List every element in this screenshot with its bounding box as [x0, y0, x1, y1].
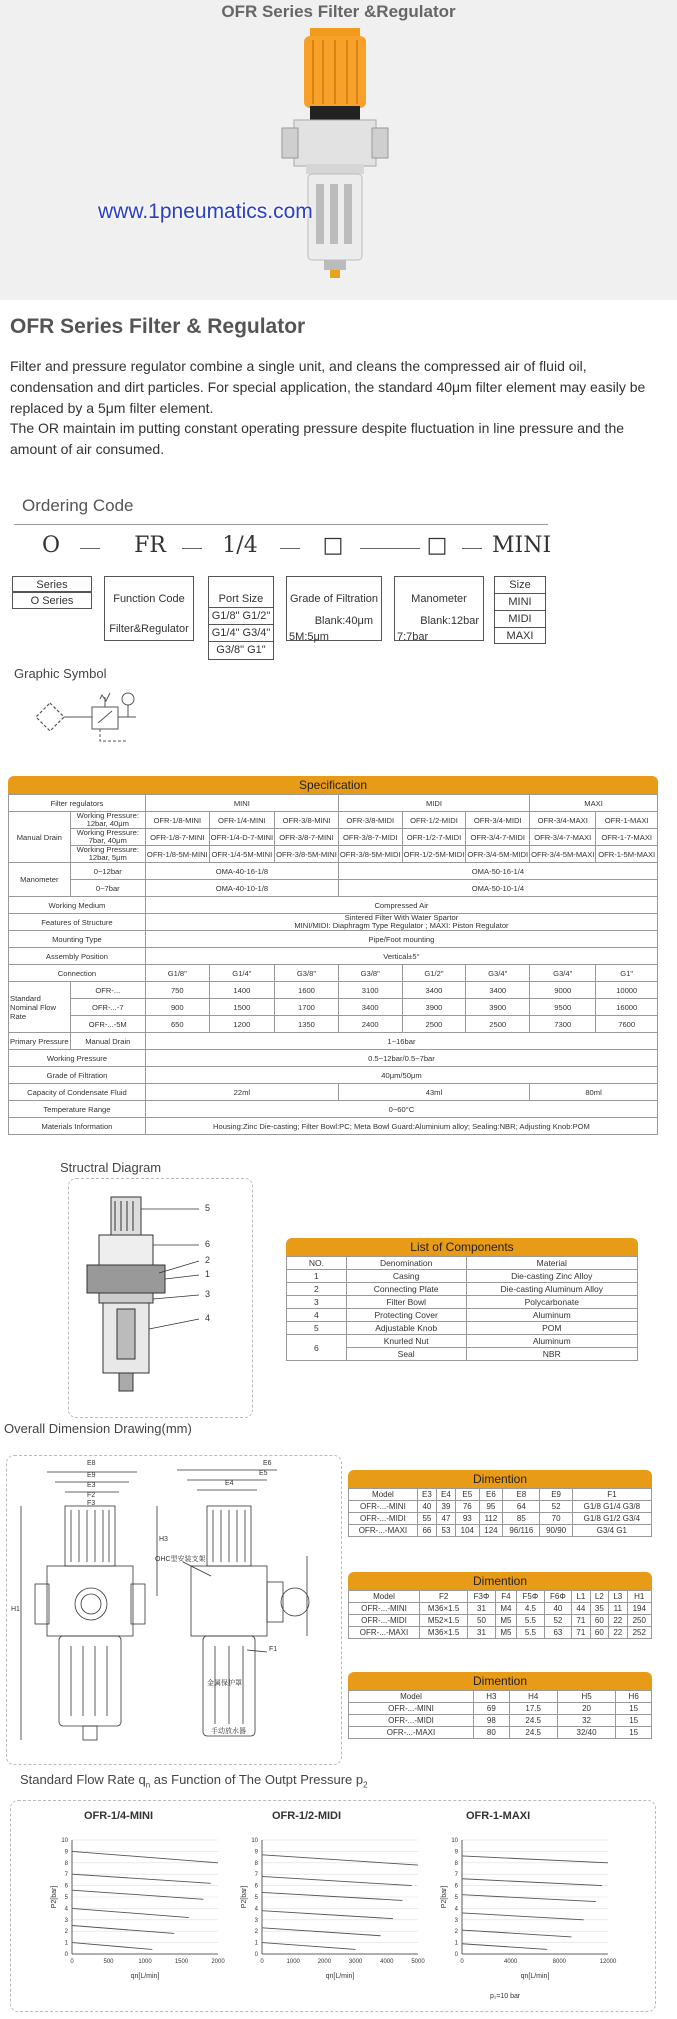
series-line — [262, 1892, 402, 1900]
dimension-2-title: Dimention — [348, 1572, 652, 1590]
y-tick-label: 7 — [454, 1872, 458, 1879]
product-image — [280, 28, 390, 286]
x-axis-label: qn[L/min] — [520, 1973, 550, 1980]
series-line — [262, 1876, 412, 1885]
code-size: MINI — [492, 533, 552, 558]
table-row: OFR-...-MINI M36×1.5 31 M4 4.5 40 44 35 11 194 — [349, 1603, 652, 1615]
x-axis-label: qn[L/min] — [130, 1973, 160, 1980]
dimension-table-2 — [348, 1590, 652, 1639]
section-title: OFR Series Filter & Regulator — [10, 315, 306, 338]
x-tick-label: 0 — [260, 1959, 264, 1965]
y-axis-label: P2[bar] — [441, 1885, 448, 1909]
y-tick-label: 7 — [64, 1872, 68, 1879]
y-tick-label: 1 — [254, 1940, 258, 1947]
table-row: OFR-...-MIDI M52×1.5 50 M5 5.5 52 71 60 22 250 — [349, 1615, 652, 1627]
table-row: OFR-...-MIDI 98 24.5 32 15 — [349, 1715, 652, 1727]
chart-title: OFR-1/2-MIDI — [272, 1810, 342, 1822]
callout: 5 — [205, 1203, 211, 1213]
table-row: Filter regulators MINI MIDI MAXI — [9, 795, 658, 812]
table-row: OFR-...-MAXI M36×1.5 31 M5 5.5 63 71 60 22 252 — [349, 1627, 652, 1639]
callout: 2 — [205, 1255, 211, 1265]
drawing-note: 手动放水器 — [211, 1728, 246, 1735]
dimension-table-3 — [348, 1690, 652, 1739]
spec-title-bar: Specification — [8, 776, 658, 794]
graphic-symbol-title: Graphic Symbol — [14, 666, 107, 681]
dimension-title: Overall Dimension Drawing(mm) — [4, 1421, 192, 1436]
series-line — [72, 1943, 152, 1950]
table-row: Grade of Filtration 40μm/50μm — [9, 1067, 658, 1084]
dim-label: E9 — [87, 1472, 96, 1479]
flow-chart-mini — [50, 1834, 230, 1984]
y-tick-label: 7 — [254, 1872, 258, 1879]
x-tick-label: 500 — [103, 1959, 114, 1965]
y-tick-label: 2 — [64, 1929, 68, 1936]
structural-diagram — [69, 1179, 254, 1419]
y-tick-label: 3 — [64, 1917, 68, 1924]
table-row: Working Medium Compressed Air — [9, 897, 658, 914]
function-box: Function Code Filter&Regulator — [104, 576, 194, 641]
series-label: Series — [12, 576, 92, 592]
dim-label: E4 — [225, 1480, 234, 1487]
product-hero — [0, 0, 677, 300]
table-row: Manometer 0~12bar OMA-40-16-1/8 OMA-50-16-1/4 — [9, 863, 658, 880]
y-tick-label: 0 — [64, 1952, 68, 1958]
dim-label: F3 — [87, 1500, 96, 1507]
components-title-bar: List of Components — [286, 1238, 638, 1256]
table-row: Model F2 F3Φ F4 F5Φ F6Φ L1 L2 L3 H1 — [349, 1591, 652, 1603]
dim-label: F1 — [269, 1646, 278, 1653]
graphic-symbol-diagram — [28, 685, 148, 745]
table-row: OFR-...-MAXI 80 24.5 32/40 15 — [349, 1727, 652, 1739]
series-line — [72, 1926, 174, 1934]
code-series: O — [41, 533, 61, 558]
table-row: Seal NBR — [287, 1348, 638, 1361]
components-table — [286, 1256, 638, 1361]
dash — [360, 548, 420, 549]
y-tick-label: 1 — [454, 1940, 458, 1947]
chart-title: OFR-1-MAXI — [466, 1810, 531, 1822]
dim-label: E5 — [259, 1470, 268, 1477]
series-line — [72, 1851, 218, 1862]
callout: 6 — [205, 1239, 211, 1249]
specification-table — [8, 794, 658, 1135]
y-tick-label: 3 — [254, 1917, 258, 1924]
table-row: 6 Knurled Nut Aluminum — [287, 1335, 638, 1348]
series-line — [462, 1913, 584, 1920]
drawing-note: 金属保护罩 — [207, 1680, 242, 1687]
table-row: Working Pressure 0.5~12bar/0.5~7bar — [9, 1050, 658, 1067]
size-box: Size MINI MIDI MAXI — [494, 576, 546, 644]
code-function: FR — [134, 533, 166, 558]
ordering-code-heading: Ordering Code — [22, 496, 134, 515]
dash — [80, 548, 100, 549]
dim-label: H3 — [159, 1536, 168, 1543]
hero-title: OFR Series Filter &Regulator — [221, 2, 456, 21]
dimension-3-title: Dimention — [348, 1672, 652, 1690]
series-line — [72, 1890, 203, 1899]
y-tick-label: 1 — [64, 1940, 68, 1947]
y-tick-label: 9 — [254, 1849, 258, 1856]
table-row: Mounting Type Pipe/Foot mounting — [9, 931, 658, 948]
grade-box: Grade of Filtration Blank:40μm 5M:5μm — [286, 576, 382, 641]
x-tick-label: 4000 — [503, 1959, 518, 1965]
callout: 3 — [205, 1289, 211, 1299]
table-row: OFR-...-5M 650 1200 1350 2400 2500 2500 7300 7600 — [9, 1016, 658, 1033]
dimension-table-1 — [348, 1488, 652, 1537]
x-tick-label: 3000 — [348, 1959, 363, 1965]
table-row: Working Pressure: 12bar, 5μm OFR-1/8-5M-MINI OFR-1/4-5M-MINI OFR-3/8-5M-MINI OFR-3/8-5M-MIDI OFR-1/2-5M-MIDI OFR-3/4-5M-MIDI OFR-3/4-5M-MAXI OFR-1-5M-MAXI — [9, 846, 658, 863]
table-row: Assembly Position Vertical±5° — [9, 948, 658, 965]
series-line — [72, 1908, 189, 1917]
y-axis-label: P2[bar] — [51, 1885, 58, 1909]
y-tick-label: 6 — [254, 1883, 258, 1890]
series-line — [262, 1911, 393, 1919]
dim-label: E6 — [263, 1460, 272, 1467]
x-tick-label: 1500 — [174, 1959, 189, 1965]
y-tick-label: 6 — [454, 1883, 458, 1890]
y-tick-label: 2 — [254, 1929, 258, 1936]
x-tick-label: 1000 — [286, 1959, 300, 1965]
y-tick-label: 5 — [64, 1895, 68, 1901]
table-row: OFR-...-MIDI 55 47 93 112 85 70 G1/8 G1/2 G3/4 — [349, 1513, 652, 1525]
y-tick-label: 4 — [454, 1906, 458, 1913]
table-row: NO. Denomination Material — [287, 1257, 638, 1270]
y-tick-label: 5 — [254, 1895, 258, 1901]
callout: 1 — [205, 1269, 211, 1279]
dash — [182, 548, 202, 549]
series-line — [72, 1874, 211, 1883]
drawing-note: OHC型安装支架 — [155, 1556, 206, 1563]
table-row: OFR-...-MAXI 66 53 104 124 96/116 90/90 G3/4 G1 — [349, 1525, 652, 1537]
dimension-1-title: Dimention — [348, 1470, 652, 1488]
y-tick-label: 2 — [454, 1929, 458, 1936]
dim-label: H1 — [11, 1606, 20, 1613]
series-value: O Series — [12, 592, 92, 609]
code-port: 1/4 — [222, 533, 258, 558]
series-line — [462, 1856, 608, 1863]
callout: 4 — [205, 1313, 211, 1323]
description-paragraph: Filter and pressure regulator combine a single unit, and cleans the compressed air of fluid oil, condensation and dirt particles. For special application, the standard 40μm filter element may easily be replaced by a 5μm filter element. — [10, 358, 646, 416]
dimension-drawing-frame — [6, 1455, 342, 1765]
table-row: Connection G1/8" G1/4" G3/8" G3/8" G1/2" G3/4" G3/4" G1" — [9, 965, 658, 982]
table-row: Model E3 E4 E5 E6 E8 E9 F1 — [349, 1489, 652, 1501]
port-box: Port Size G1/8" G1/2" G1/4" G3/4" G3/8" G1" — [208, 576, 274, 660]
x-tick-label: 0 — [70, 1959, 74, 1965]
dimension-drawing — [7, 1456, 343, 1766]
table-row: 5 Adjustable Knob POM — [287, 1322, 638, 1335]
y-tick-label: 10 — [451, 1838, 458, 1844]
table-row: OFR-...-7 900 1500 1700 3400 3900 3900 9500 16000 — [9, 999, 658, 1016]
y-tick-label: 8 — [64, 1860, 68, 1867]
dim-label: E3 — [87, 1482, 96, 1489]
table-row: Capacity of Condensate Fluid 22ml 43ml 80ml — [9, 1084, 658, 1101]
flow-chart-midi — [240, 1834, 430, 1984]
chart-title: OFR-1/4-MINI — [84, 1810, 154, 1822]
y-tick-label: 6 — [64, 1883, 68, 1890]
manometer-box: Manometer Blank:12bar 7:7bar — [394, 576, 484, 641]
table-row: OFR-...-MINI 69 17.5 20 15 — [349, 1703, 652, 1715]
y-tick-label: 4 — [64, 1906, 68, 1913]
dash — [280, 548, 300, 549]
series-line — [462, 1895, 596, 1902]
table-row: Model H3 H4 H5 H6 — [349, 1691, 652, 1703]
series-line — [462, 1944, 547, 1950]
code-manometer: □ — [426, 533, 448, 558]
pressure-note: p₁=10 bar — [490, 1993, 521, 2000]
x-tick-label: 1000 — [138, 1959, 152, 1965]
y-tick-label: 0 — [254, 1952, 258, 1958]
x-tick-label: 5000 — [411, 1959, 425, 1965]
table-row: Standard Nominal Flow Rate OFR-... 750 1400 1600 3100 3400 3400 9000 10000 — [9, 982, 658, 999]
dim-label: F2 — [87, 1492, 96, 1499]
y-tick-label: 9 — [454, 1849, 458, 1856]
x-tick-label: 2000 — [211, 1959, 225, 1965]
table-row: 2 Connecting Plate Die-casting Aluminum Alloy — [287, 1283, 638, 1296]
x-tick-label: 2000 — [317, 1959, 332, 1965]
website-url[interactable]: www.1pneumatics.com — [98, 200, 313, 223]
x-axis-label: qn[L/min] — [325, 1973, 355, 1980]
table-row: 0~7bar OMA-40-10-1/8 OMA-50-10-1/4 — [9, 880, 658, 897]
table-row: OFR-...-MINI 40 39 76 95 64 52 G1/8 G1/4 G3/8 — [349, 1501, 652, 1513]
table-row: Materials Information Housing:Zinc Die-casting; Filter Bowl:PC; Meta Bowl Guard:Aluminium alloy; Sealing:NBR; Adjusting Knob:POM — [9, 1118, 658, 1135]
table-row: Temperature Range 0~60°C — [9, 1101, 658, 1118]
y-tick-label: 9 — [64, 1849, 68, 1856]
y-tick-label: 8 — [454, 1860, 458, 1867]
flow-chart-maxi — [440, 1834, 620, 1984]
divider — [14, 524, 548, 525]
table-row: Features of Structure Sintered Filter With Water Spartor MINI/MIDI: Diaphragm Type Regulator ; MAXI: Piston Regulator — [9, 914, 658, 931]
structural-diagram-title: Structral Diagram — [60, 1160, 162, 1175]
table-row: 3 Filter Bowl Polycarbonate — [287, 1296, 638, 1309]
x-tick-label: 4000 — [380, 1959, 394, 1965]
series-line — [262, 1943, 356, 1950]
code-grade: □ — [322, 533, 344, 558]
y-axis-label: P2[bar] — [241, 1885, 248, 1909]
y-tick-label: 10 — [251, 1838, 258, 1844]
description-paragraph: The OR maintain im putting constant operating pressure despite fluctuation in line pressure and the amount of air consumed. — [10, 420, 625, 457]
series-line — [262, 1855, 418, 1865]
table-row: Manual Drain Working Pressure: 12bar, 40μm OFR-1/8-MINI OFR-1/4-MINI OFR-3/8-MINI OFR-3/8-MIDI OFR-1/2-MIDI OFR-3/4-MIDI OFR-3/4-MAXI OFR-1-MAXI — [9, 812, 658, 829]
table-row: 4 Protecting Cover Aluminum — [287, 1309, 638, 1322]
dash — [462, 548, 482, 549]
series-line — [462, 1879, 602, 1886]
flow-rate-title: Standard Flow Rate $q_n$ as Function of The Outpt Pressure $p_2$ — [20, 1772, 368, 1790]
table-row: Primary Pressure Manual Drain 1~16bar — [9, 1033, 658, 1050]
y-tick-label: 3 — [454, 1917, 458, 1924]
table-row: Working Pressure: 7bar, 40μm OFR-1/8-7-MINI OFR-1/4-D-7-MINI OFR-3/8-7-MINI OFR-3/8-7-MIDI OFR-1/2-7-MIDI OFR-3/4-7-MIDI OFR-3/4-7-MAXI OFR-1-7-MAXI — [9, 829, 658, 846]
series-line — [262, 1928, 381, 1936]
x-tick-label: 8000 — [552, 1959, 567, 1965]
x-tick-label: 0 — [460, 1959, 464, 1965]
y-tick-label: 0 — [454, 1952, 458, 1958]
x-tick-label: 12000 — [599, 1959, 617, 1965]
y-tick-label: 10 — [61, 1838, 68, 1844]
dim-label: E8 — [87, 1460, 96, 1467]
y-tick-label: 4 — [254, 1906, 258, 1913]
y-tick-label: 5 — [454, 1895, 458, 1901]
table-row: 1 Casing Die-casting Zinc Alloy — [287, 1270, 638, 1283]
y-tick-label: 8 — [254, 1860, 258, 1867]
structural-diagram-frame — [68, 1178, 253, 1418]
